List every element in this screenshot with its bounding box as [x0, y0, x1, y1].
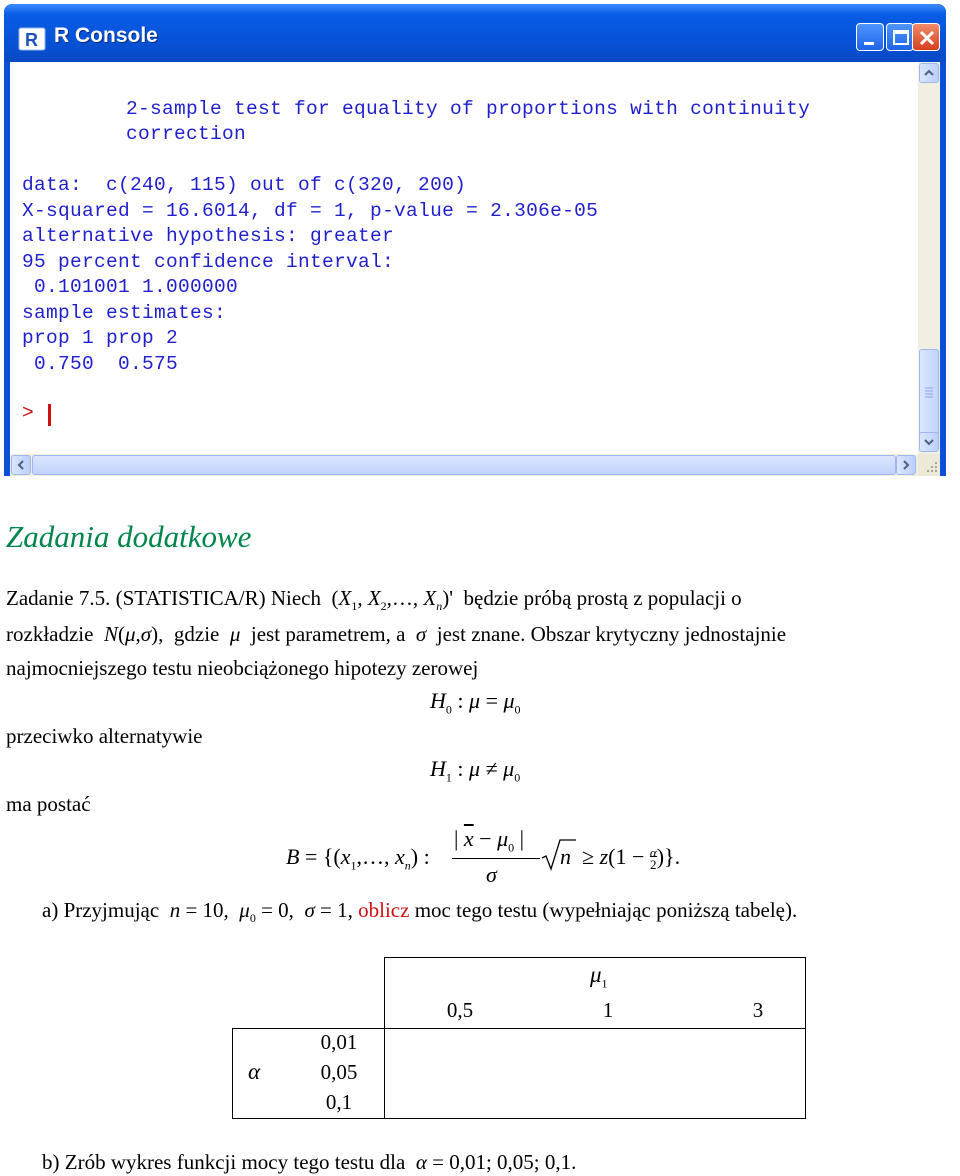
scroll-right-button[interactable]: [896, 455, 916, 475]
n-symbol: n: [164, 898, 186, 922]
output-line: 0.750 0.575: [22, 353, 179, 375]
item-a: [42, 898, 797, 926]
horizontal-scrollbar[interactable]: [10, 454, 918, 476]
output-line: data: c(240, 115) out of c(320, 200): [22, 174, 467, 196]
mu-symbol: μ: [224, 622, 246, 646]
resize-grip[interactable]: [918, 454, 940, 476]
item-b-prefix: b) Zrób wykres funkcji mocy tego testu dla: [42, 1150, 406, 1174]
chevron-up-icon: [920, 64, 938, 82]
alpha-values: = 0,01; 0,05; 0,1.: [432, 1150, 577, 1174]
chevron-right-icon: [897, 456, 915, 474]
sigma-symbol: σ: [299, 898, 321, 922]
output-line: 95 percent confidence interval:: [22, 251, 395, 273]
grip-icon: [920, 350, 938, 436]
fraction-bar: [452, 858, 540, 859]
alternative-hypothesis-formula: $H_1$ : $\mu \ne \mu_0$: [430, 756, 521, 785]
text-fragment: jest parametrem, a: [250, 622, 406, 646]
close-button[interactable]: [912, 23, 940, 51]
task-intro: (STATISTICA/R) Niech: [115, 586, 322, 610]
minimize-button[interactable]: [856, 23, 884, 51]
r-logo-icon: [18, 26, 48, 52]
task-label: Zadanie 7.5.: [6, 586, 111, 610]
formula-numerator: | $\overline{x} - \mu_0$ |: [454, 826, 525, 855]
svg-text:R: R: [25, 30, 38, 50]
formula-denominator: σ: [486, 862, 497, 887]
table-col-value: 3: [752, 998, 764, 1022]
vertical-scroll-thumb[interactable]: [919, 349, 939, 437]
output-line: 0.101001 1.000000: [22, 276, 239, 298]
formula-left: $B = \{(x_1,\dots$, $x_n$) :: [286, 844, 430, 873]
task-tail: będzie próbą prostą z populacji o: [463, 586, 742, 610]
resize-grip-icon: [918, 454, 940, 476]
task-line-2: [6, 622, 786, 647]
table-col-header: $\mu_1$: [590, 962, 608, 991]
output-line: prop 1 prop 2: [22, 327, 179, 349]
title-bar[interactable]: [4, 4, 946, 62]
output-line: X-squared = 16.6014, df = 1, p-value = 2.306e-05: [22, 200, 599, 222]
scroll-down-button[interactable]: [919, 432, 939, 452]
scroll-up-button[interactable]: [919, 63, 939, 83]
text-fragment: rozkładzie: [6, 622, 94, 646]
table-col-value: 1: [602, 998, 614, 1022]
sigma-value: = 1,: [320, 898, 353, 922]
text-fragment: jest znane. Obszar krytyczny jednostajnie: [436, 622, 787, 646]
section-heading: Zadania dodatkowe: [6, 519, 252, 554]
mu0-value: = 0,: [261, 898, 294, 922]
sigma-symbol: σ: [410, 622, 432, 646]
output-line: sample estimates:: [22, 302, 227, 324]
scroll-left-button[interactable]: [11, 455, 31, 475]
maximize-icon: [887, 24, 915, 52]
table-row-value: 0,05: [320, 1060, 358, 1084]
vertical-scrollbar[interactable]: [918, 62, 940, 454]
maximize-button[interactable]: [886, 23, 914, 51]
output-line: alternative hypothesis: greater: [22, 225, 395, 247]
table-col-value: 0,5: [446, 998, 474, 1022]
table-row-header: α: [248, 1059, 261, 1084]
console-output[interactable]: [10, 62, 918, 454]
minimize-icon: [857, 24, 885, 52]
console-client: [10, 62, 940, 476]
item-a-rest: moc tego testu (wypełniając poniższą tabelę).: [414, 898, 798, 922]
task-line-3: najmocniejszego testu nieobciążonego hipotezy zerowej: [6, 656, 479, 680]
table-row-value: 0,01: [320, 1030, 358, 1054]
task-line-4: przeciwko alternatywie: [6, 724, 203, 748]
task-line-1: [6, 586, 742, 614]
close-icon: [913, 24, 941, 52]
text-cursor: [48, 404, 51, 426]
text-fragment: gdzie: [173, 622, 220, 646]
null-hypothesis-formula: $H_0$ : $\mu = \mu_0$: [430, 688, 521, 717]
item-a-prefix: a) Przyjmując: [42, 898, 160, 922]
normal-distribution-symbol: N(μ,σ),: [103, 622, 169, 646]
formula-right: n ≥ z(1 − α 2)}.: [560, 844, 681, 872]
output-line: 2-sample test for equality of proportions with continuity: [126, 98, 811, 120]
mu0-symbol: $\mu_0$: [234, 898, 256, 926]
task-line-5: ma postać: [6, 792, 91, 816]
item-b: [42, 1150, 576, 1175]
output-line: correction: [126, 123, 247, 145]
n-value: = 10,: [185, 898, 229, 922]
chevron-down-icon: [920, 433, 938, 451]
sample-vector: ($X_1$, $X_2,\dots$, $X_n)'$: [326, 586, 459, 614]
chevron-left-icon: [12, 456, 30, 474]
alpha-symbol: α: [410, 1150, 433, 1174]
table-row-value: 0,1: [325, 1090, 353, 1114]
r-console-window: [4, 4, 946, 476]
horizontal-scroll-thumb[interactable]: [32, 455, 896, 475]
command-prompt[interactable]: >: [22, 402, 34, 424]
highlighted-word: oblicz: [358, 898, 410, 922]
window-title: R Console: [54, 24, 158, 47]
